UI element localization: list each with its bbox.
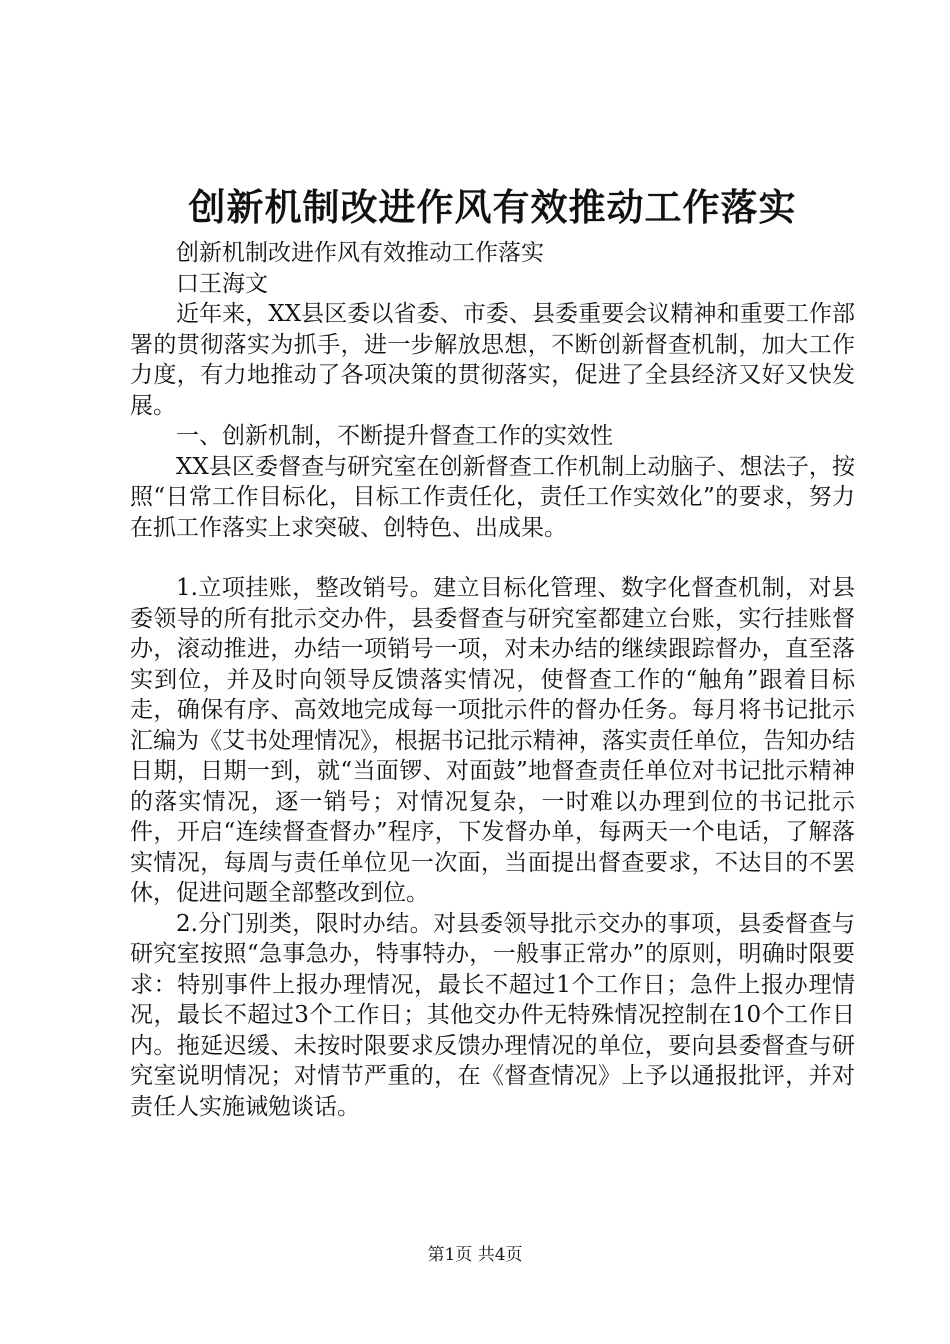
document-body xyxy=(130,180,855,1122)
paragraph-item-2: 2.分门别类，限时办结。对县委领导批示交办的事项，县委督查与研究室按照“急事急办，特事特办，一般事正常办”的原则，明确时限要求：特别事件上报办理情况，最长不超过1个工作日；急件上报办理情况，最长不超过3个工作日；其他交办件无特殊情况控制在10个工作日内。拖延迟缓、未按时限要求反馈办理情况的单位，要向县委督查与研究室说明情况；对情节严重的，在《督查情况》上予以通报批评，并对责任人实施诫勉谈话。 xyxy=(130,910,855,1120)
paragraph-item-1: 1.立项挂账，整改销号。建立目标化管理、数字化督查机制，对县委领导的所有批示交办件，县委督查与研究室都建立台账，实行挂账督办，滚动推进，办结一项销号一项，对未办结的继续跟踪督办，直至落实到位，并及时向领导反馈落实情况，使督查工作的“触角”跟着目标走，确保有序、高效地完成每一项批示件的督办任务。每月将书记批示汇编为《艾书处理情况》，根据书记批示精神，落实责任单位，告知办结日期，日期一到，就“当面锣、对面鼓”地督查责任单位对书记批示精神的落实情况，逐一销号；对情况复杂，一时难以办理到位的书记批示件，开启“连续督查督办”程序，下发督办单，每两天一个电话，了解落实情况，每周与责任单位见一次面，当面提出督查要求，不达目的不罢休，促进问题全部整改到位。 xyxy=(130,575,855,906)
document-subtitle: 创新机制改进作风有效推动工作落实 xyxy=(176,240,544,266)
document-author: 口王海文 xyxy=(176,270,268,297)
page-number: 第1页 共4页 xyxy=(427,1245,523,1265)
section-heading: 一、创新机制，不断提升督查工作的实效性 xyxy=(176,423,613,449)
document-title: 创新机制改进作风有效推动工作落实 xyxy=(188,186,797,229)
paragraph-section-intro: XX县区委督查与研究室在创新督查工作机制上动脑子、想法子，按照“日常工作目标化，目标工作责任化，责任工作实效化”的要求，努力在抓工作落实上求突破、创特色、出成果。 xyxy=(130,453,855,541)
paragraph-spacer xyxy=(130,543,855,573)
paragraph-intro: 近年来，XX县区委以省委、市委、县委重要会议精神和重要工作部署的贯彻落实为抓手，进一步解放思想，不断创新督查机制，加大工作力度，有力地推动了各项决策的贯彻落实，促进了全县经济又好又快发展。 xyxy=(130,301,855,419)
